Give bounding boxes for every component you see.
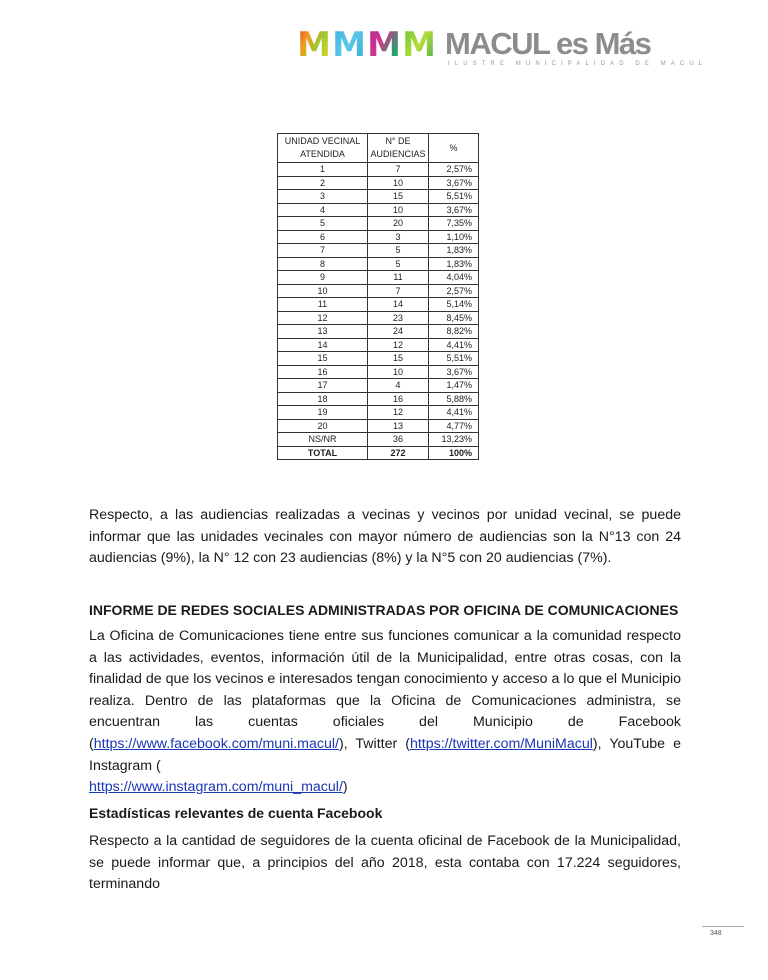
cell-unidad-vecinal: 5 [278,217,368,231]
cell-percent: 3,67% [429,203,479,217]
table-row [278,379,479,393]
cell-num-audiencias: 23 [368,311,429,325]
cell-unidad-vecinal: 1 [278,163,368,177]
cell-unidad-vecinal: TOTAL [278,446,368,460]
cell-num-audiencias: 14 [368,298,429,312]
cell-percent: 8,82% [429,325,479,339]
section-heading-redes-sociales: INFORME DE REDES SOCIALES ADMINISTRADAS POR OFICINA DE COMUNICACIONES [89,602,679,618]
paragraph-redes-sociales: La Oficina de Comunicaciones tiene entre sus funciones comunicar a la comunidad respecto a las actividades, eventos, información útil de la Municipalidad, entre otras cosas, con la finalidad de que los vecinos e interesados tengan conocimiento y acceso a lo que el Municipio realiza. Dentro de las plataformas que la Oficina de Comunicaciones administra, se encuentran las cuentas oficiales del Municipio de Facebook (https://www.facebook.com/muni.macul/), Twitter (https://twitter.com/MuniMacul), YouTube e Instagram ( https://www.instagram.com/muni_macul/) [89,628,681,796]
cell-num-audiencias: 12 [368,406,429,420]
audiences-table [277,133,479,460]
cell-num-audiencias: 3 [368,230,429,244]
table-row [278,406,479,420]
cell-num-audiencias: 12 [368,338,429,352]
cell-percent: 5,14% [429,298,479,312]
cell-unidad-vecinal: 19 [278,406,368,420]
cell-percent: 4,04% [429,271,479,285]
cell-num-audiencias: 272 [368,446,429,460]
cell-percent: 100% [429,446,479,460]
cell-unidad-vecinal: 11 [278,298,368,312]
cell-percent: 5,88% [429,392,479,406]
cell-percent: 4,77% [429,419,479,433]
table-row [278,298,479,312]
table-row [278,284,479,298]
cell-unidad-vecinal: 20 [278,419,368,433]
cell-num-audiencias: 15 [368,190,429,204]
cell-percent: 2,57% [429,163,479,177]
table-row [278,217,479,231]
table-row [278,325,479,339]
cell-num-audiencias: 36 [368,433,429,447]
table-row [278,433,479,447]
cell-unidad-vecinal: 2 [278,176,368,190]
twitter-link[interactable]: https://twitter.com/MuniMacul [409,735,593,752]
table-row [278,311,479,325]
cell-num-audiencias: 10 [368,365,429,379]
cell-percent: 5,51% [429,190,479,204]
cell-unidad-vecinal: 13 [278,325,368,339]
cell-percent: 8,45% [429,311,479,325]
cell-num-audiencias: 24 [368,325,429,339]
cell-num-audiencias: 15 [368,352,429,366]
cell-num-audiencias: 13 [368,419,429,433]
logo-letter: M [402,25,435,65]
municipality-logo [296,25,708,76]
cell-num-audiencias: 10 [368,203,429,217]
table-row [278,338,479,352]
table-row [278,203,479,217]
logo-subtitle: ILUSTRE MUNICIPALIDAD DE MACUL [448,61,708,67]
logo-title: MACUL es Más [445,26,651,61]
cell-unidad-vecinal: NS/NR [278,433,368,447]
cell-percent: 13,23% [429,433,479,447]
cell-num-audiencias: 7 [368,284,429,298]
section-heading-facebook-stats: Estadísticas relevantes de cuenta Facebook [89,805,383,821]
table-row [278,271,479,285]
table-row [278,176,479,190]
table-total-row [278,446,479,460]
table-row [278,392,479,406]
logo-letter: M [332,25,365,65]
cell-unidad-vecinal: 9 [278,271,368,285]
cell-percent: 7,35% [429,217,479,231]
header-num-audiencias: N° DE AUDIENCIAS [368,134,429,163]
paragraph-facebook-followers: Respecto a la cantidad de seguidores de la cuenta oficinal de Facebook de la Municipalidad, se puede informar que, a principios del año 2018, esta contaba con 17.224 seguidores, terminando [89,833,681,893]
footer-divider [702,926,744,927]
cell-percent: 3,67% [429,176,479,190]
table-row [278,230,479,244]
cell-unidad-vecinal: 10 [278,284,368,298]
cell-unidad-vecinal: 18 [278,392,368,406]
logo-letter: M [297,25,330,65]
cell-unidad-vecinal: 7 [278,244,368,258]
cell-percent: 1,83% [429,244,479,258]
header-percent: % [429,134,479,163]
cell-num-audiencias: 11 [368,271,429,285]
cell-num-audiencias: 10 [368,176,429,190]
cell-num-audiencias: 7 [368,163,429,177]
cell-num-audiencias: 16 [368,392,429,406]
paragraph-audiencias-summary: Respecto, a las audiencias realizadas a vecinas y vecinos por unidad vecinal, se puede informar que las unidades vecinales con mayor número de audiencias son la N°13 con 24 audiencias (9%), la N° 12 con 23 audiencias (8%) y la N°5 con 20 audiencias (7%). [89,507,681,567]
cell-percent: 5,51% [429,352,479,366]
cell-num-audiencias: 5 [368,244,429,258]
logo-letter: M [367,25,400,65]
cell-unidad-vecinal: 14 [278,338,368,352]
cell-unidad-vecinal: 12 [278,311,368,325]
table-header-row [278,134,479,163]
cell-percent: 1,83% [429,257,479,271]
facebook-link[interactable]: https://www.facebook.com/muni.macul/ [93,735,339,752]
cell-unidad-vecinal: 15 [278,352,368,366]
cell-unidad-vecinal: 8 [278,257,368,271]
logo-mark [296,25,436,65]
cell-percent: 3,67% [429,365,479,379]
instagram-link[interactable]: https://www.instagram.com/muni_macul/ [89,779,343,796]
table-row [278,257,479,271]
cell-percent: 1,10% [429,230,479,244]
cell-percent: 4,41% [429,338,479,352]
cell-percent: 4,41% [429,406,479,420]
table-row [278,190,479,204]
table-row [278,352,479,366]
cell-num-audiencias: 5 [368,257,429,271]
cell-unidad-vecinal: 6 [278,230,368,244]
cell-unidad-vecinal: 3 [278,190,368,204]
table-row [278,244,479,258]
page-number: 348 [710,930,722,937]
table-row [278,419,479,433]
table-row [278,365,479,379]
cell-percent: 2,57% [429,284,479,298]
table-row [278,163,479,177]
cell-unidad-vecinal: 17 [278,379,368,393]
cell-percent: 1,47% [429,379,479,393]
header-unidad-vecinal: UNIDAD VECINAL ATENDIDA [278,134,368,163]
cell-num-audiencias: 4 [368,379,429,393]
cell-num-audiencias: 20 [368,217,429,231]
cell-unidad-vecinal: 4 [278,203,368,217]
cell-unidad-vecinal: 16 [278,365,368,379]
